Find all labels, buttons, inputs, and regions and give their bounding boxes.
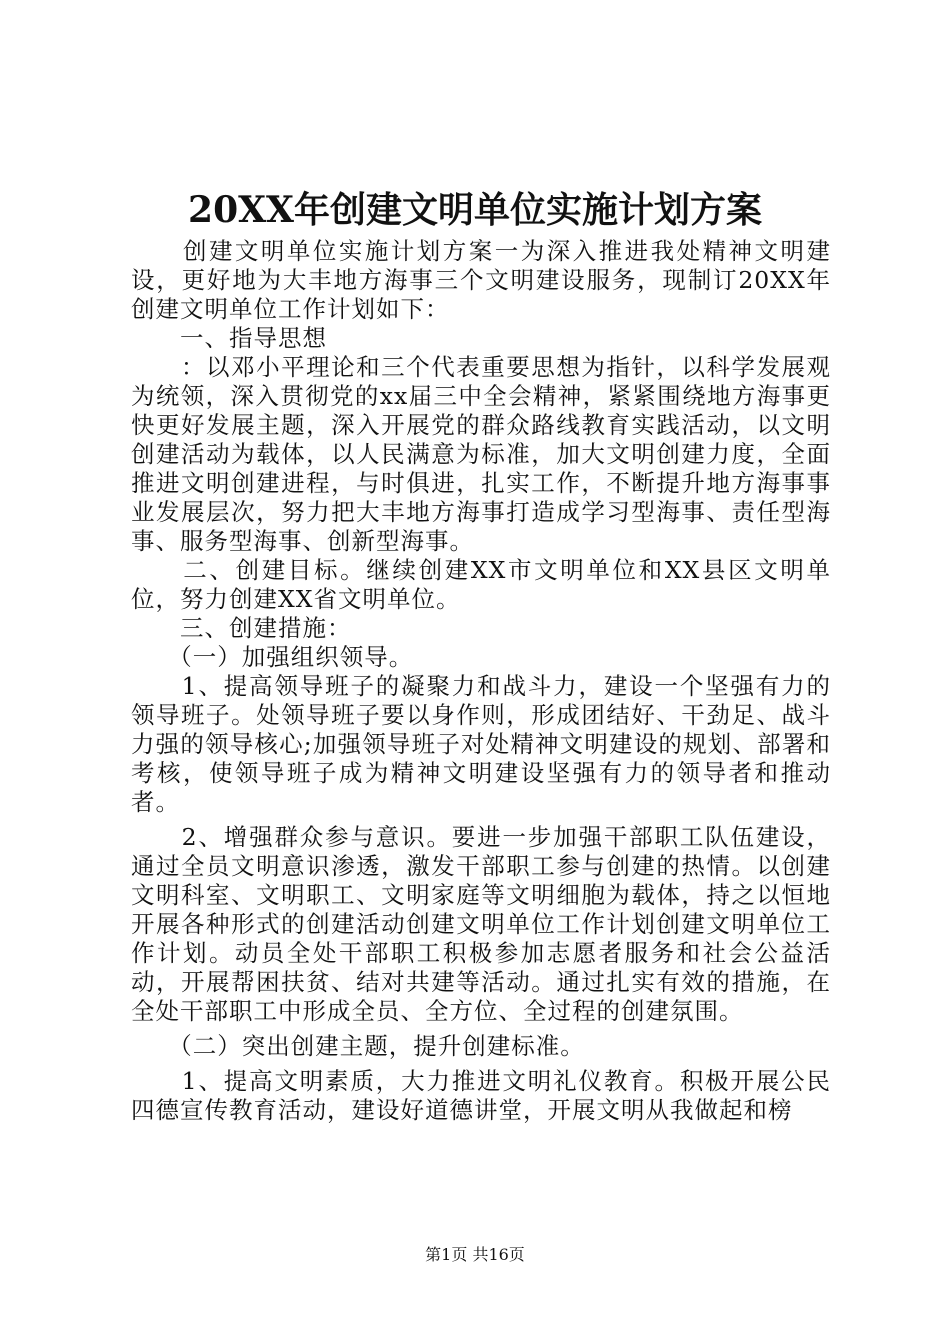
heading-guiding-thought: 一、指导思想 bbox=[131, 324, 327, 352]
document-title: 20XX年创建文明单位实施计划方案 bbox=[188, 189, 762, 231]
paragraph-leadership: 1、提高领导班子的凝聚力和战斗力，建设一个坚强有力的领导班子。处领导班子要以身作则，形成团结好、干劲足、战斗力强的领导核心;加强领导班子对处精神文明建设的规划、部署和考核，使领导班子成为精神文明建设坚强有力的领导者和推动者。 bbox=[131, 672, 831, 816]
page-number-footer: 第1页 共16页 bbox=[425, 1245, 525, 1264]
heading-measures: 三、创建措施： bbox=[131, 614, 352, 642]
paragraph-intro: 创建文明单位实施计划方案一为深入推进我处精神文明建设，更好地为大丰地方海事三个文明建设服务，现制订20XX年创建文明单位工作计划如下： bbox=[131, 237, 831, 323]
subheading-theme: （二）突出创建主题，提升创建标准。 bbox=[131, 1032, 585, 1060]
paragraph-civility: 1、提高文明素质，大力推进文明礼仪教育。积极开展公民四德宣传教育活动，建设好道德讲堂，开展文明从我做起和榜 bbox=[131, 1067, 831, 1124]
document-body bbox=[131, 237, 831, 1125]
paragraph-goal: 二、创建目标。继续创建XX市文明单位和XX县区文明单位，努力创建XX省文明单位。 bbox=[131, 556, 831, 613]
subheading-organization: （一）加强组织领导。 bbox=[131, 643, 414, 671]
paragraph-guiding-thought: ：以邓小平理论和三个代表重要思想为指针，以科学发展观为统领，深入贯彻党的xx届三中全会精神，紧紧围绕地方海事更快更好发展主题，深入开展党的群众路线教育实践活动，以文明创建活动为载体，以人民满意为标准，加大文明创建力度，全面推进文明创建进程，与时俱进，扎实工作，不断提升地方海事事业发展层次，努力把大丰地方海事打造成学习型海事、责任型海事、服务型海事、创新型海事。 bbox=[131, 353, 831, 555]
paragraph-participation: 2、增强群众参与意识。要进一步加强干部职工队伍建设，通过全员文明意识渗透，激发干部职工参与创建的热情。以创建文明科室、文明职工、文明家庭等文明细胞为载体，持之以恒地开展各种形式的创建活动创建文明单位工作计划创建文明单位工作计划。动员全处干部职工积极参加志愿者服务和社会公益活动，开展帮困扶贫、结对共建等活动。通过扎实有效的措施，在全处干部职工中形成全员、全方位、全过程的创建氛围。 bbox=[131, 823, 831, 1025]
